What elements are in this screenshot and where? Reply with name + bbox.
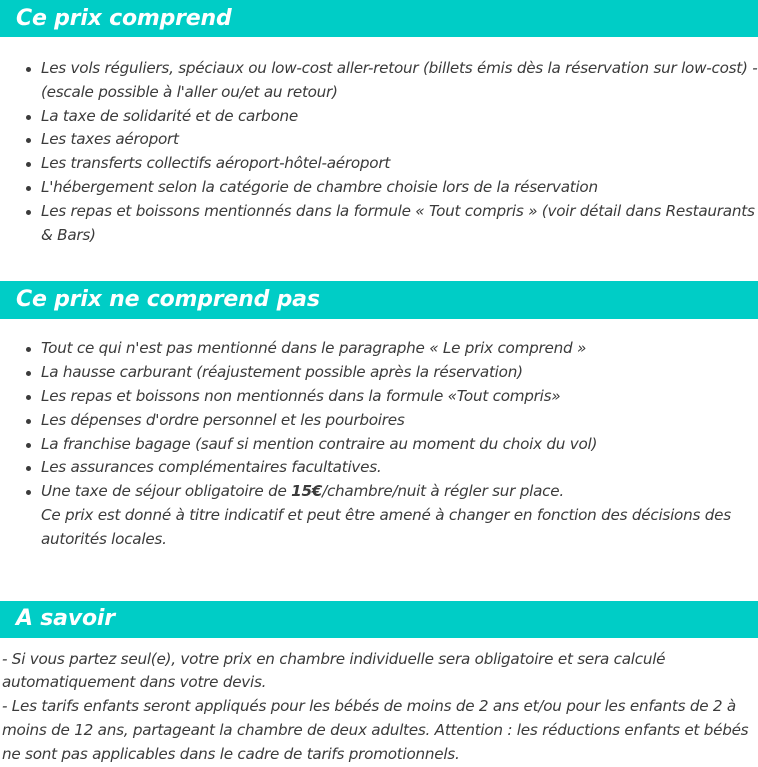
list-item — [0, 200, 758, 248]
tax-suffix: /chambre/nuit à régler sur place. — [322, 482, 564, 501]
tax-prefix: Une taxe de séjour obligatoire de — [41, 482, 292, 501]
list-item — [0, 105, 758, 129]
included-list — [0, 57, 758, 247]
excluded-list — [0, 337, 758, 551]
list-item-text: La hausse carburant (réajustement possible après la réservation) — [41, 363, 523, 382]
list-item — [0, 128, 758, 152]
list-item-text: Les repas et boissons mentionnés dans la formule « Tout compris » (voir détail dans Restaurants & Bars) — [41, 201, 755, 244]
list-item-text: Les dépenses d'ordre personnel et les pourboires — [41, 410, 405, 429]
note-paragraph: - Si vous partez seul(e), votre prix en chambre individuelle sera obligatoire et sera calculé automatiquement dans votre devis. — [2, 649, 666, 692]
list-item-text: Tout ce qui n'est pas mentionné dans le paragraphe « Le prix comprend » — [41, 339, 587, 358]
list-item — [0, 433, 758, 457]
note-paragraph: - Les tarifs enfants seront appliqués pour les bébés de moins de 2 ans et/ou pour les enfants de 2 à moins de 12 ans, partageant la chambre de deux adultes. Attention : les réductions enfants et bébés ne sont pas applicables dans le cadre de tarifs promotionnels. — [2, 697, 749, 763]
list-item-text: Les assurances complémentaires facultatives. — [41, 458, 382, 477]
list-item-text: Les transferts collectifs aéroport-hôtel-aéroport — [41, 154, 391, 173]
section-title-excluded: Ce prix ne comprend pas — [16, 287, 320, 313]
list-item — [0, 176, 758, 200]
list-item-text: L'hébergement selon la catégorie de chambre choisie lors de la réservation — [41, 177, 598, 196]
list-item-text: Les vols réguliers, spéciaux ou low-cost aller-retour (billets émis dès la réservation sur low-cost) -(escale possible à l'aller ou/et au retour) — [41, 59, 758, 101]
list-item — [0, 409, 758, 433]
list-item — [0, 361, 758, 385]
list-item-text: La taxe de solidarité et de carbone — [41, 106, 299, 125]
section-title-to-know: A savoir — [16, 606, 115, 632]
tourist-tax-note-text: Ce prix est donné à titre indicatif et peut être amené à changer en fonction des décisions des autorités locales. — [41, 505, 731, 548]
list-item-text: Les repas et boissons non mentionnés dans la formule «Tout compris» — [41, 386, 561, 405]
tourist-tax-note — [0, 504, 758, 552]
list-item — [0, 152, 758, 176]
list-item — [0, 385, 758, 409]
list-item — [0, 337, 758, 361]
list-item — [0, 57, 758, 105]
list-item-text: Les taxes aéroport — [41, 130, 179, 149]
list-item-tourist-tax — [0, 480, 758, 504]
list-item-text: La franchise bagage (sauf si mention contraire au moment du choix du vol) — [41, 434, 598, 453]
section-header-to-know — [0, 601, 758, 638]
section-title-included: Ce prix comprend — [16, 5, 232, 31]
list-item — [0, 456, 758, 480]
tax-amount: 15€ — [291, 482, 323, 501]
to-know-notes — [0, 648, 758, 767]
section-header-excluded — [0, 281, 758, 319]
section-header-included — [0, 0, 758, 37]
